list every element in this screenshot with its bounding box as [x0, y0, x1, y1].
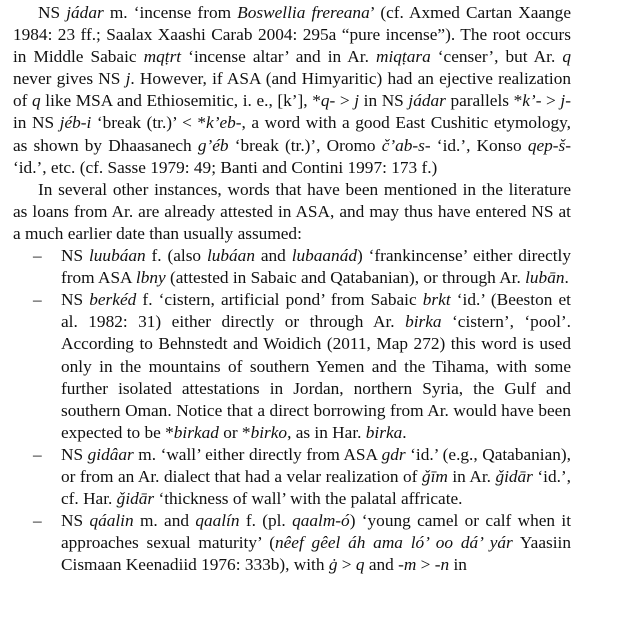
term-italic: birkad	[173, 422, 219, 442]
term-italic: g’éb	[197, 135, 229, 155]
term-italic: lubáan	[206, 246, 255, 266]
text-run: f. ‘cistern, artificial pond’ from Sabaic	[136, 290, 423, 310]
text-run: f. (also	[145, 246, 207, 266]
term-italic: ǧidār	[116, 489, 155, 509]
text-run: -, a word with a good East Cushitic etymology, as shown by Dhaasanech	[13, 113, 571, 155]
text-run: , as in Har.	[287, 422, 366, 442]
list-dash: –	[33, 290, 42, 310]
list-item-qaalin	[13, 510, 571, 576]
text-run: NS	[61, 444, 88, 464]
term-italic: birka	[365, 422, 403, 442]
text-run: (attested in Sabaic and Qatabanian), or through Ar.	[165, 268, 526, 288]
term-italic: luubáan	[88, 246, 146, 266]
term-italic: ġ	[328, 555, 338, 575]
text-run: ‘id.’ (e.g., Qatabanian), or from an Ar. dialect that had a velar realization of	[61, 444, 571, 486]
text-run: ) ‘young camel or calf when it approaches sexual maturity’ (	[61, 511, 571, 553]
term-italic: berkéd	[89, 290, 137, 310]
term-italic: jádar	[66, 3, 104, 22]
text-run: m. ‘incense from	[103, 3, 238, 22]
text-run: ‘id.’, etc. (cf. Sasse 1979: 49; Banti and Contini 1997: 173 f.)	[13, 157, 438, 177]
text-run: or *	[218, 422, 251, 442]
text-run: in Ar.	[447, 466, 496, 486]
text-run: .	[564, 268, 569, 288]
term-italic: qaalm-ó	[292, 511, 350, 531]
term-italic: jéb-i	[59, 113, 92, 133]
term-italic: brkt	[422, 290, 451, 310]
text-run: ‘break (tr.)’, Oromo	[228, 135, 382, 155]
list-dash: –	[33, 246, 42, 266]
list-item-luubaan	[13, 245, 571, 289]
paragraph-jadar	[13, 2, 571, 179]
text-run: ) ‘frankincense’ either directly from ASA	[61, 246, 572, 288]
term-italic: -n	[434, 555, 450, 575]
term-italic: q	[562, 47, 571, 67]
term-italic: č’ab-s-	[381, 135, 431, 155]
text-run: Yaasiin Cismaan Keenadiid 1976: 333b), with	[61, 533, 571, 575]
text-run: NS	[61, 246, 89, 266]
text-run: - >	[535, 91, 561, 111]
term-italic: q	[320, 91, 330, 111]
text-run: - in NS	[13, 91, 571, 133]
text-run: ‘incense altar’ and in Ar.	[181, 47, 376, 67]
term-italic: qáalin	[89, 511, 134, 531]
list-item-gidaar	[13, 444, 571, 510]
text-run: In several other instances, words that have been mentioned in the literature as loans from Ar. are already attested in ASA, and may thus have entered NS at a much earlier date than usually assumed:	[13, 179, 571, 243]
term-italic: Boswellia frereana	[237, 3, 370, 22]
text-run: ‘cistern’, ‘pool’. According to Behnstedt and Woidich (2011, Map 272) this word is used only in the mountains of southern Yemen and the Tihama, with some further isolated attestations in Jordan, northern Syria, the Gulf and southern Oman. Notice that a direct borrowing from Ar. would have been expected to be *	[61, 312, 571, 442]
text-run: ’ (cf. Axmed Cartan Xaange 1984: 23 ff.; Saalax Xaashi Carab 2004: 295a “pure incense”). The root occurs in Middle Sabaic	[13, 3, 571, 67]
list-item-berked	[13, 289, 571, 444]
term-italic: q	[355, 555, 365, 575]
document-page	[13, 2, 571, 576]
term-italic: birka	[405, 312, 442, 332]
term-italic: jádar	[408, 91, 446, 111]
term-italic: k’eb	[206, 113, 236, 133]
text-run: in	[449, 555, 467, 575]
text-run: NS	[61, 290, 90, 310]
text-run: ‘id.’ (Beeston et al. 1982: 31) either directly or through Ar.	[61, 290, 571, 332]
text-run: f. (pl.	[239, 511, 293, 531]
text-run: >	[416, 555, 435, 575]
text-run: NS	[61, 511, 90, 531]
term-italic: -m	[398, 555, 417, 575]
text-run: and	[254, 246, 292, 266]
term-italic: j	[354, 91, 360, 111]
term-italic: qaalín	[195, 511, 240, 531]
text-run: . However, if ASA (and Himyaritic) had an ejective realization of	[13, 69, 571, 111]
text-run: - >	[329, 91, 355, 111]
term-italic: ǧīm	[421, 466, 448, 486]
term-italic: nêef gêel áh ama ló’ oo dá’ yár	[275, 533, 513, 553]
text-run: and	[364, 555, 399, 575]
text-run: ‘id.’, cf. Har.	[61, 466, 571, 509]
term-italic: mqṭrt	[143, 47, 182, 67]
term-italic: k’	[522, 91, 536, 111]
term-italic: lubaanád	[291, 246, 357, 266]
term-italic: gidâar	[87, 444, 134, 464]
text-run: .	[402, 422, 407, 442]
text-run: ‘break (tr.)’ < *	[91, 113, 207, 133]
term-italic: gdr	[381, 444, 406, 464]
text-run: in NS	[359, 91, 409, 111]
term-italic: lbny	[135, 268, 166, 288]
term-italic: j	[560, 91, 566, 111]
text-run: m. and	[133, 511, 196, 531]
text-run: ‘thickness of wall’ with the palatal affricate.	[154, 489, 463, 509]
text-run: >	[337, 555, 356, 575]
term-italic: ǧidār	[495, 466, 533, 486]
term-italic: lubān	[525, 268, 565, 288]
text-run: NS	[38, 3, 67, 22]
text-run: like MSA and Ethiosemitic, i. e., [k’], *	[40, 91, 321, 111]
list-dash: –	[33, 444, 42, 464]
term-italic: birko	[250, 422, 288, 442]
paragraph-loans-intro	[13, 179, 571, 245]
term-italic: j	[125, 69, 131, 89]
list-dash: –	[33, 511, 42, 531]
text-run: ‘censer’, but Ar.	[430, 47, 563, 67]
loanword-list	[13, 245, 571, 576]
text-run: m. ‘wall’ either directly from ASA	[133, 444, 382, 464]
text-run: ‘id.’, Konso	[430, 135, 528, 155]
text-run: parallels *	[445, 91, 523, 111]
term-italic: qep-š-	[527, 135, 571, 155]
term-italic: q	[32, 91, 41, 111]
text-run: never gives NS	[13, 69, 126, 89]
term-italic: miqṭara	[375, 47, 431, 67]
